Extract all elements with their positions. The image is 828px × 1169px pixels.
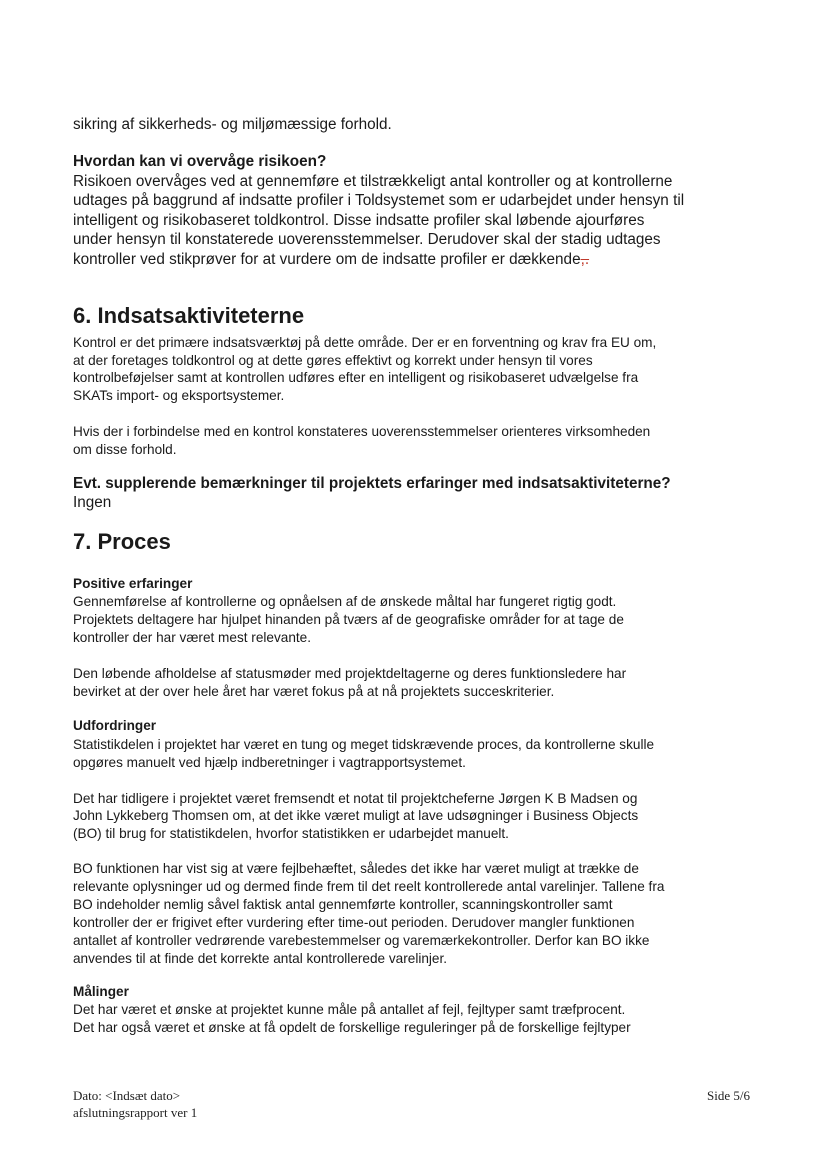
- positive-p2-line-1: Den løbende afholdelse af statusmøder med projektdeltagerne og deres funktionsledere har: [73, 666, 627, 681]
- risk-line-2: udtages på baggrund af indsatte profiler i Toldsystemet som er udarbejdet under hensyn til: [73, 192, 685, 209]
- challenges-p2-line-2: John Lykkeberg Thomsen om, at det ikke været muligt at lave udsøgninger i Business Objects: [73, 808, 639, 823]
- risk-line-3: intelligent og risikobaseret toldkontrol. Disse indsatte profiler skal løbende ajourføres: [73, 212, 645, 229]
- section-6-p1-line-4: SKATs import- og eksportsystemer.: [73, 388, 285, 403]
- challenges-p3-line-1: BO funktionen har vist sig at være fejlbehæftet, således det ikke har været muligt at trække de: [73, 861, 639, 876]
- footer-date: Dato: <Indsæt dato>: [73, 1088, 181, 1103]
- footer-page-number: Side 5/6: [707, 1088, 750, 1103]
- challenges-p3-line-4: kontroller der er frigivet efter vurdering efter time-out perioden. Derudover mangler funktionen: [73, 915, 635, 930]
- section-6-p1-line-1: Kontrol er det primære indsatsværktøj på dette område. Der er en forventning og krav fra EU om,: [73, 335, 657, 350]
- section-6-title: 6. Indsatsaktiviteterne: [73, 303, 305, 328]
- struck-punctuation: ,.: [580, 251, 590, 268]
- challenges-p2-line-3: (BO) til brug for statistikdelen, hvorfor statistikken er udarbejdet manuelt.: [73, 826, 509, 841]
- risk-line-1: Risikoen overvåges ved at gennemføre et tilstrækkeligt antal kontroller og at kontrollerne: [73, 173, 673, 190]
- risk-question: Hvordan kan vi overvåge risikoen?: [73, 153, 327, 170]
- challenges-p3-line-3: BO indeholder nemlig såvel faktisk antal gennemførte kontroller, scanningskontroller samt: [73, 897, 613, 912]
- risk-line-4: under hensyn til konstaterede uoverensstemmelser. Derudover skal der stadig udtages: [73, 231, 661, 248]
- risk-line-5-text: kontroller ved stikprøver for at vurdere om de indsatte profiler er dækkende: [73, 251, 581, 268]
- risk-line-5: [73, 250, 753, 270]
- challenges-p3-line-2: relevante oplysninger ud og dermed finde frem til det reelt kontrollerede antal varelinjer. Tallene fra: [73, 879, 665, 894]
- challenges-p3-line-5: antallet af kontroller vedrørende varebestemmelser og varemærkekontroller. Derfor kan BO ikke: [73, 933, 650, 948]
- positive-p2-line-2: bevirket at der over hele året har været fokus på at nå projektets succeskriterier.: [73, 684, 555, 699]
- top-line: sikring af sikkerheds- og miljømæssige forhold.: [73, 116, 392, 133]
- challenges-heading: Udfordringer: [73, 718, 157, 733]
- section-6-question: Evt. supplerende bemærkninger til projektets erfaringer med indsatsaktiviteterne?: [73, 475, 671, 492]
- positive-p1-line-2: Projektets deltagere har hjulpet hinanden på tværs af de geografiske områder for at tage de: [73, 612, 624, 627]
- measurements-line-2: Det har også været et ønske at få opdelt de forskellige reguleringer på de forskellige fejltyper: [73, 1020, 631, 1035]
- section-6-p2-line-1: Hvis der i forbindelse med en kontrol konstateres uoverensstemmelser orienteres virksomheden: [73, 424, 651, 439]
- section-7-title: 7. Proces: [73, 529, 171, 554]
- section-6-p1-line-2: at der foretages toldkontrol og at dette gøres effektivt og korrekt under hensyn til vores: [73, 353, 593, 368]
- section-6-answer: Ingen: [73, 494, 112, 511]
- positive-p1-line-1: Gennemførelse af kontrollerne og opnåelsen af de ønskede måltal har fungeret rigtig godt.: [73, 594, 617, 609]
- challenges-p3-line-6: anvendes til at finde det korrekte antal kontrollerede varelinjer.: [73, 951, 448, 966]
- positive-p1-line-3: kontroller der har været mest relevante.: [73, 630, 311, 645]
- footer-document: afslutningsrapport ver 1: [73, 1105, 198, 1120]
- section-6-p2-line-2: om disse forhold.: [73, 442, 177, 457]
- section-6-p1-line-3: kontrolbeføjelser samt at kontrollen udføres efter en intelligent og risikobaseret udvælgelse fra: [73, 370, 639, 385]
- challenges-p1-line-1: Statistikdelen i projektet har været en tung og meget tidskrævende proces, da kontrollerne skulle: [73, 737, 655, 752]
- positive-heading: Positive erfaringer: [73, 576, 193, 591]
- measurements-heading: Målinger: [73, 984, 129, 999]
- challenges-p2-line-1: Det har tidligere i projektet været fremsendt et notat til projektcheferne Jørgen K B Madsen og: [73, 791, 638, 806]
- measurements-line-1: Det har været et ønske at projektet kunne måle på antallet af fejl, fejltyper samt træfprocent.: [73, 1002, 626, 1017]
- challenges-p1-line-2: opgøres manuelt ved hjælp indberetninger i vagtrapportsystemet.: [73, 755, 466, 770]
